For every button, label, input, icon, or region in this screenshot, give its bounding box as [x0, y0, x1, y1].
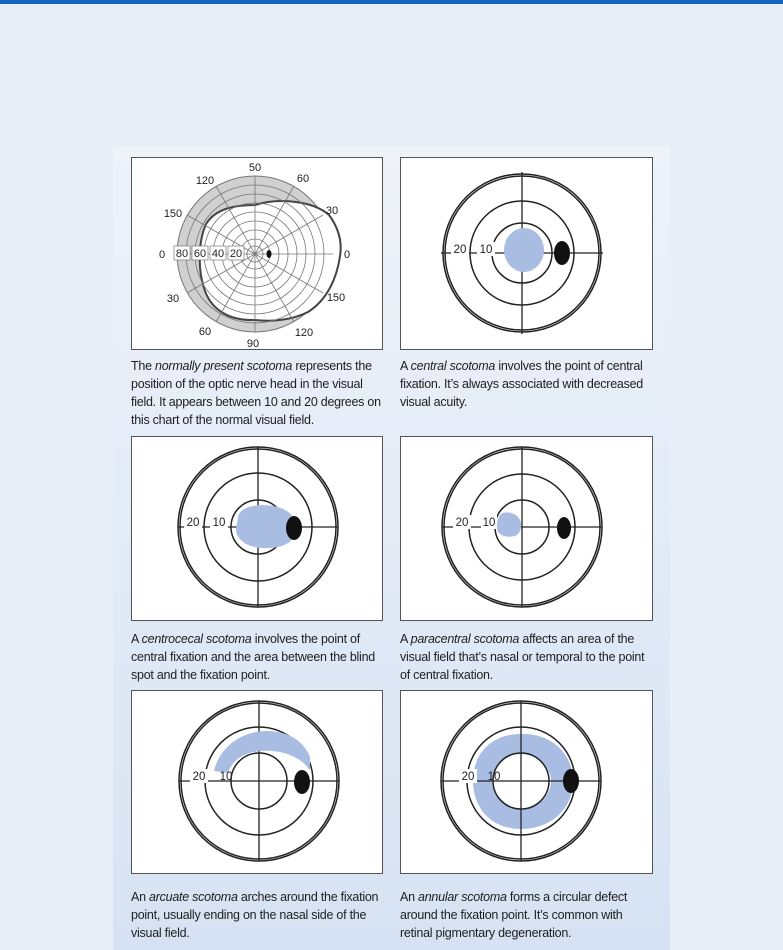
term-central: central scotoma	[410, 359, 496, 373]
scotoma-figure-panel	[113, 146, 670, 950]
annular-scotoma-chart	[400, 690, 653, 874]
ring-label-10: 10	[212, 517, 226, 529]
label-90: 90	[246, 338, 260, 349]
centrocecal-scotoma-chart	[131, 436, 383, 621]
label-0-right: 0	[343, 249, 351, 261]
ring-label-10: 10	[479, 244, 493, 256]
central-defect	[504, 228, 544, 272]
label-120-bottom: 120	[294, 327, 314, 339]
term-centrocecal: centrocecal scotoma	[141, 632, 252, 646]
normal-field-chart	[131, 157, 383, 350]
label-50: 50	[248, 162, 262, 174]
ring-label-20: 20	[186, 517, 200, 529]
ring-label-60: 60	[193, 248, 207, 260]
label-60-bottom: 60	[198, 326, 212, 338]
ring-label-20: 20	[455, 517, 469, 529]
label-30-right: 30	[325, 205, 339, 217]
caption-normal: The normally present scotoma represents the position of the optic nerve head in the visual field. It appears between 10 and 20 degrees on this chart of the normal visual field.	[131, 359, 381, 427]
caption-paracentral: A paracentral scotoma affects an area of the visual field that’s nasal or temporal to the point of central fixation.	[400, 632, 645, 682]
ring-label-10: 10	[219, 771, 233, 783]
label-0-left: 0	[158, 249, 166, 261]
term-arcuate: arcuate scotoma	[149, 890, 238, 904]
label-60-top: 60	[296, 173, 310, 185]
central-scotoma-chart	[400, 157, 653, 350]
ring-label-10: 10	[482, 517, 496, 529]
blind-spot	[294, 770, 310, 794]
label-30-left: 30	[166, 293, 180, 305]
ring-label-20: 20	[453, 244, 467, 256]
blind-spot	[563, 769, 579, 793]
blind-spot	[557, 517, 571, 539]
blind-spot	[267, 250, 272, 258]
term-annular: annular scotoma	[418, 890, 507, 904]
caption-central: A central scotoma involves the point of central fixation. It’s always associated with decreased visual acuity.	[400, 359, 644, 409]
label-150-right: 150	[326, 292, 346, 304]
top-accent-bar	[0, 0, 783, 4]
label-150-left: 150	[163, 208, 183, 220]
caption-centrocecal: A centrocecal scotoma involves the point of central fixation and the area between the blind spot and the fixation point.	[131, 632, 375, 682]
ring-label-20: 20	[229, 248, 243, 260]
ring-label-20: 20	[461, 771, 475, 783]
ring-label-40: 40	[211, 248, 225, 260]
caption-arcuate: An arcuate scotoma arches around the fixation point, usually ending on the nasal side of the visual field.	[131, 890, 379, 940]
term-normal: normally present scotoma	[155, 359, 293, 373]
label-120-top: 120	[195, 175, 215, 187]
caption-annular: An annular scotoma forms a circular defect around the fixation point. It’s common with retinal pigmentary degeneration.	[400, 890, 628, 940]
blind-spot	[554, 241, 570, 265]
ring-label-80: 80	[175, 248, 189, 260]
term-paracentral: paracentral scotoma	[410, 632, 520, 646]
arcuate-scotoma-chart	[131, 690, 383, 874]
paracentral-defect	[497, 512, 521, 536]
ring-label-20: 20	[192, 771, 206, 783]
paracentral-scotoma-chart	[400, 436, 653, 621]
blind-spot	[286, 516, 302, 540]
ring-label-10: 10	[487, 771, 501, 783]
